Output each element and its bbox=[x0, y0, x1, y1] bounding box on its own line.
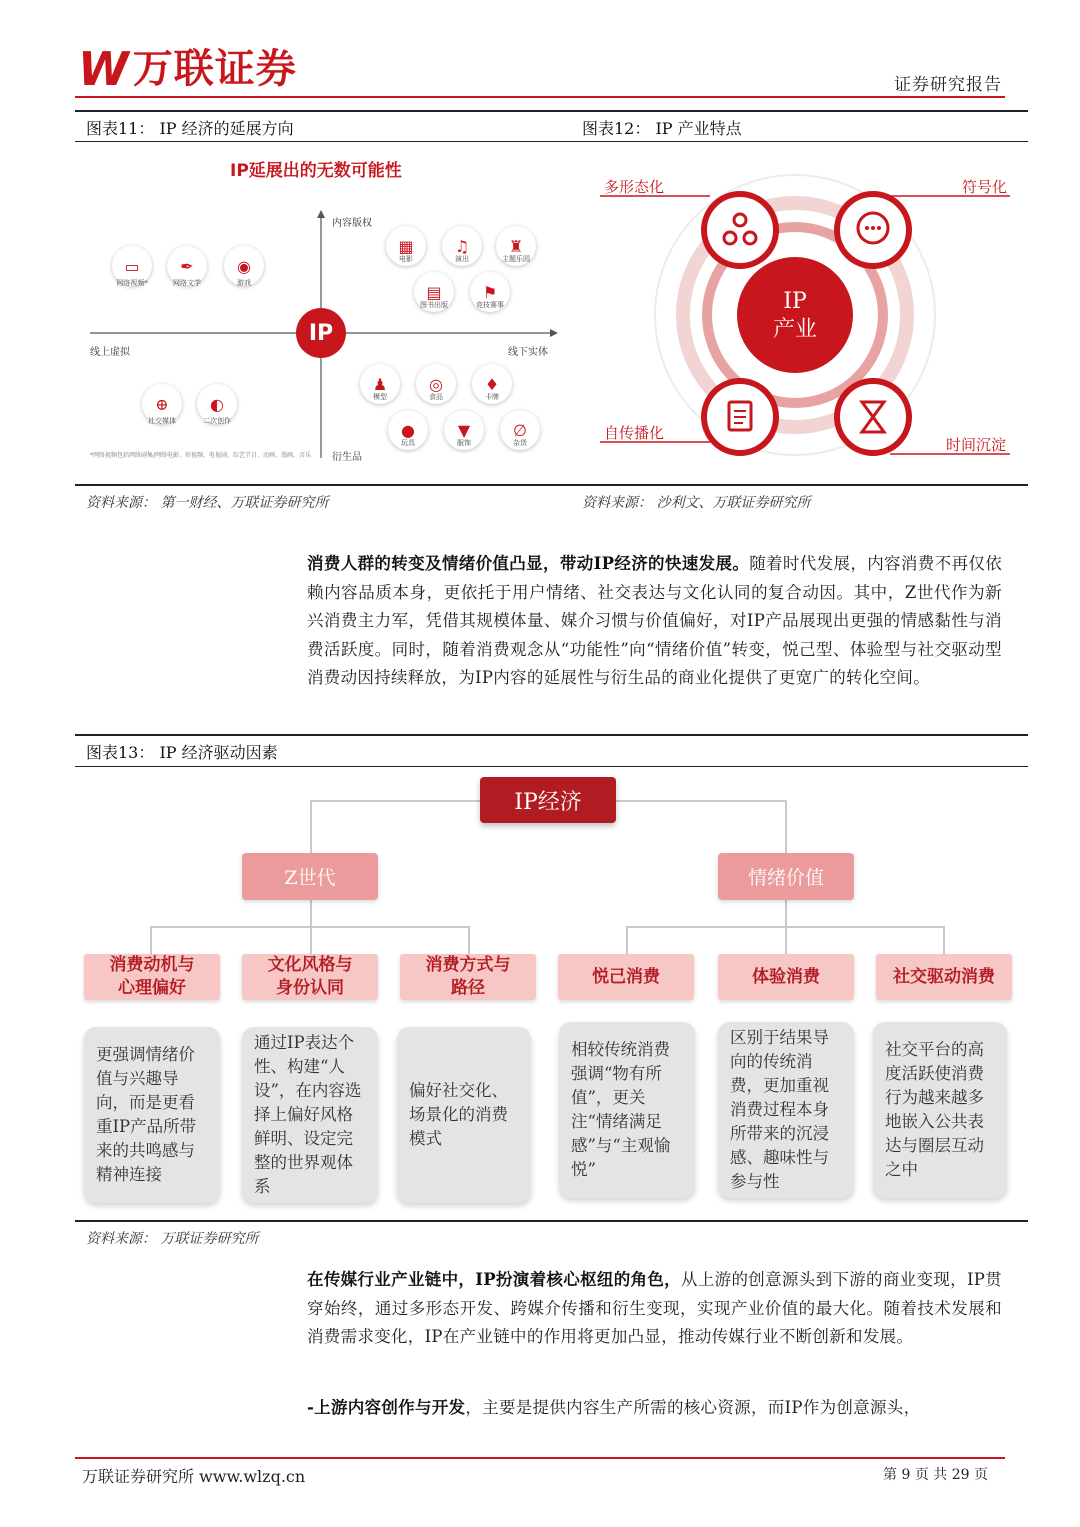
item-label: 食品 bbox=[429, 393, 443, 401]
logo-mark: W bbox=[78, 42, 125, 96]
connector bbox=[785, 926, 787, 954]
fig12-ip-industry-diagram bbox=[590, 162, 1020, 472]
paragraph-ip-hub bbox=[307, 1266, 1002, 1352]
paragraph-upstream bbox=[307, 1394, 1002, 1423]
paperclip-icon: ∅ bbox=[500, 410, 540, 450]
shirt-icon: ▼ bbox=[444, 410, 484, 450]
detail-experience bbox=[718, 1022, 854, 1198]
item-label: 玩具 bbox=[401, 439, 415, 447]
fig13-top-rule bbox=[75, 734, 1028, 736]
item-label: 杂货 bbox=[513, 439, 527, 447]
drum-icon: ♫ bbox=[442, 226, 482, 266]
multi-form-icon bbox=[704, 194, 776, 266]
node-motivation: 消费动机与 心理偏好 bbox=[84, 954, 220, 1000]
detail-text: 通过IP表达个性、构建“人设”，在内容选择上偏好风格鲜明、设定完整的世界观体系 bbox=[254, 1033, 362, 1196]
tv-icon: ▭ bbox=[112, 246, 152, 286]
item-label: 电影 bbox=[399, 255, 413, 263]
node-experience: 体验消费 bbox=[718, 954, 854, 1000]
donut-icon: ◎ bbox=[416, 364, 456, 404]
hourglass-icon bbox=[837, 381, 909, 453]
figure-bottom-rule bbox=[75, 484, 1028, 486]
palette-icon: ◐ bbox=[197, 384, 237, 424]
item-label: 网络文学 bbox=[173, 279, 201, 287]
connector bbox=[785, 900, 787, 926]
node-self-pleasing: 悦己消费 bbox=[558, 954, 694, 1000]
para3-body: ，主要是提供内容生产所需的核心资源，而IP作为创意源头， bbox=[465, 1398, 921, 1417]
detail-motivation bbox=[84, 1027, 220, 1203]
connector bbox=[150, 926, 152, 954]
connector bbox=[785, 800, 787, 853]
fig13-bottom-rule bbox=[75, 1220, 1028, 1222]
item-label: 社交媒体 bbox=[148, 417, 176, 425]
detail-consumption-path bbox=[397, 1027, 531, 1203]
detail-text: 更强调情绪价值与兴趣导向，而是更看重IP产品所带来的共鸣感与精神连接 bbox=[96, 1045, 197, 1184]
item-label: 竞技赛事 bbox=[476, 301, 504, 309]
axis-right-label: 线下实体 bbox=[508, 347, 548, 358]
fig11-caption: 图表11： IP 经济的延展方向 bbox=[86, 119, 294, 138]
report-type: 证券研究报告 bbox=[894, 75, 1002, 95]
robot-icon: ♟ bbox=[360, 364, 400, 404]
logo-text: 万联证券 bbox=[132, 46, 297, 92]
fig11-title: IP延展出的无数可能性 bbox=[230, 161, 402, 181]
item-label: 主题乐园 bbox=[502, 255, 530, 263]
company-logo bbox=[78, 42, 297, 96]
detail-text: 偏好社交化、场景化的消费模式 bbox=[409, 1081, 508, 1148]
fig13-caption: 图表13： IP 经济驱动因素 bbox=[86, 743, 278, 762]
globe-icon: ⊕ bbox=[142, 384, 182, 424]
fig11-footnote: *网络视频包括网络剧集/网络电影、短视频、电视剧、综艺节目、动画、漫画、音乐 bbox=[90, 452, 312, 459]
detail-social-driven bbox=[873, 1022, 1007, 1198]
label-symbolic: 符号化 bbox=[962, 178, 1008, 196]
fig12-caption: 图表12： IP 产业特点 bbox=[582, 119, 742, 138]
label-self-spread: 自传播化 bbox=[604, 424, 665, 442]
para2-body: 从上游的创意源头到下游的商业变现，IP贯穿始终，通过多形态开发、跨媒介传播和衍生变现，实现产业价值的最大化。随着技术发展和消费需求变化，IP在产业链中的作用将更加凸显，推动传媒行业不断创新和发展。 bbox=[307, 1270, 1002, 1346]
connector bbox=[616, 800, 786, 802]
node-ip-economy: IP经济 bbox=[480, 777, 616, 823]
axis-bottom-label: 衍生品 bbox=[332, 452, 362, 463]
item-label: 演出 bbox=[455, 255, 469, 263]
connector bbox=[310, 926, 312, 954]
item-label: 图书出版 bbox=[420, 301, 448, 309]
fig12-center bbox=[737, 288, 853, 344]
pen-icon: ✒ bbox=[167, 246, 207, 286]
node-gen-z: Z世代 bbox=[242, 853, 378, 900]
item-label: 网络视频* bbox=[116, 279, 148, 287]
connector bbox=[468, 926, 470, 954]
fig13-caption-rule bbox=[75, 766, 1028, 767]
center-line1: IP bbox=[783, 289, 807, 314]
detail-text: 社交平台的高度活跃使消费行为越来越多地嵌入公共表达与圈层互动之中 bbox=[885, 1040, 984, 1179]
center-line2: 产业 bbox=[772, 317, 817, 342]
item-label: 服饰 bbox=[457, 439, 471, 447]
footer-company: 万联证券研究所 www.wlzq.cn bbox=[82, 1467, 306, 1486]
para1-body: 随着时代发展，内容消费不再仅依赖内容品质本身，更依托于用户情绪、社交表达与文化认同的复合动因。其中，Z世代作为新兴消费主力军，凭借其规模体量、媒介习惯与价值偏好，对IP产品展现出更强的情感黏性与消费活跃度。同时，随着消费观念从“功能性”向“情绪价值”转变，悦己型、体验型与社交驱动型消费动因持续释放，为IP内容的延展性与衍生品的商业化提供了更宽广的转化空间。 bbox=[307, 554, 1002, 687]
chat-icon bbox=[837, 194, 909, 266]
node-emotional-value: 情绪价值 bbox=[718, 853, 854, 900]
fig11-source: 资料来源： 第一财经、万联证券研究所 bbox=[86, 495, 329, 511]
page-number: 第 9 页 共 29 页 bbox=[883, 1467, 988, 1483]
paragraph-consumer-shift bbox=[307, 550, 1002, 693]
figure-top-rule bbox=[75, 110, 1028, 112]
connector bbox=[310, 800, 480, 802]
connector bbox=[943, 926, 945, 954]
clapper-icon: ▦ bbox=[386, 226, 426, 266]
book-icon: ▤ bbox=[414, 272, 454, 312]
para1-lead: 消费人群的转变及情绪价值凸显，带动IP经济的快速发展。 bbox=[307, 554, 750, 573]
fig12-source: 资料来源： 沙利文、万联证券研究所 bbox=[582, 495, 811, 511]
item-label: 模型 bbox=[373, 393, 387, 401]
axis-left-label: 线上虚拟 bbox=[90, 347, 130, 358]
item-label: 游戏 bbox=[237, 279, 251, 287]
card-icon: ♦ bbox=[472, 364, 512, 404]
connector bbox=[626, 926, 628, 954]
node-social-driven: 社交驱动消费 bbox=[876, 954, 1012, 1000]
label-time: 时间沉淀 bbox=[946, 436, 1007, 454]
connector bbox=[310, 900, 312, 926]
footer-divider bbox=[75, 1457, 1005, 1459]
label-multi-form: 多形态化 bbox=[604, 178, 665, 196]
item-label: 卡牌 bbox=[485, 393, 499, 401]
item-label: 二次创作 bbox=[203, 417, 231, 425]
detail-text: 相较传统消费强调“物有所值”，更关注“情绪满足感”与“主观愉悦” bbox=[571, 1040, 671, 1179]
fig11-ip-extension-diagram bbox=[80, 148, 570, 468]
para2-lead: 在传媒行业产业链中，IP扮演着核心枢纽的角色， bbox=[307, 1270, 681, 1289]
bear-icon: ● bbox=[388, 410, 428, 450]
detail-text: 区别于结果导向的传统消费，更加重视消费过程本身所带来的沉浸感、趣味性与参与性 bbox=[730, 1028, 829, 1191]
flag-icon: ⚑ bbox=[470, 272, 510, 312]
gamepad-icon: ◉ bbox=[224, 246, 264, 286]
connector bbox=[310, 800, 312, 853]
axis-top-label: 内容版权 bbox=[332, 218, 372, 229]
node-culture-identity: 文化风格与 身份认同 bbox=[242, 954, 378, 1000]
fig13-source: 资料来源： 万联证券研究所 bbox=[86, 1231, 259, 1247]
document-icon bbox=[704, 381, 776, 453]
castle-icon: ♜ bbox=[496, 226, 536, 266]
figure-caption-rule bbox=[75, 141, 1028, 142]
para3-lead: -上游内容创作与开发 bbox=[307, 1398, 466, 1417]
detail-culture-identity bbox=[242, 1027, 378, 1203]
detail-self-pleasing bbox=[559, 1022, 695, 1198]
ip-center: IP bbox=[296, 308, 346, 358]
header-divider bbox=[75, 96, 1005, 98]
node-consumption-path: 消费方式与 路径 bbox=[400, 954, 536, 1000]
